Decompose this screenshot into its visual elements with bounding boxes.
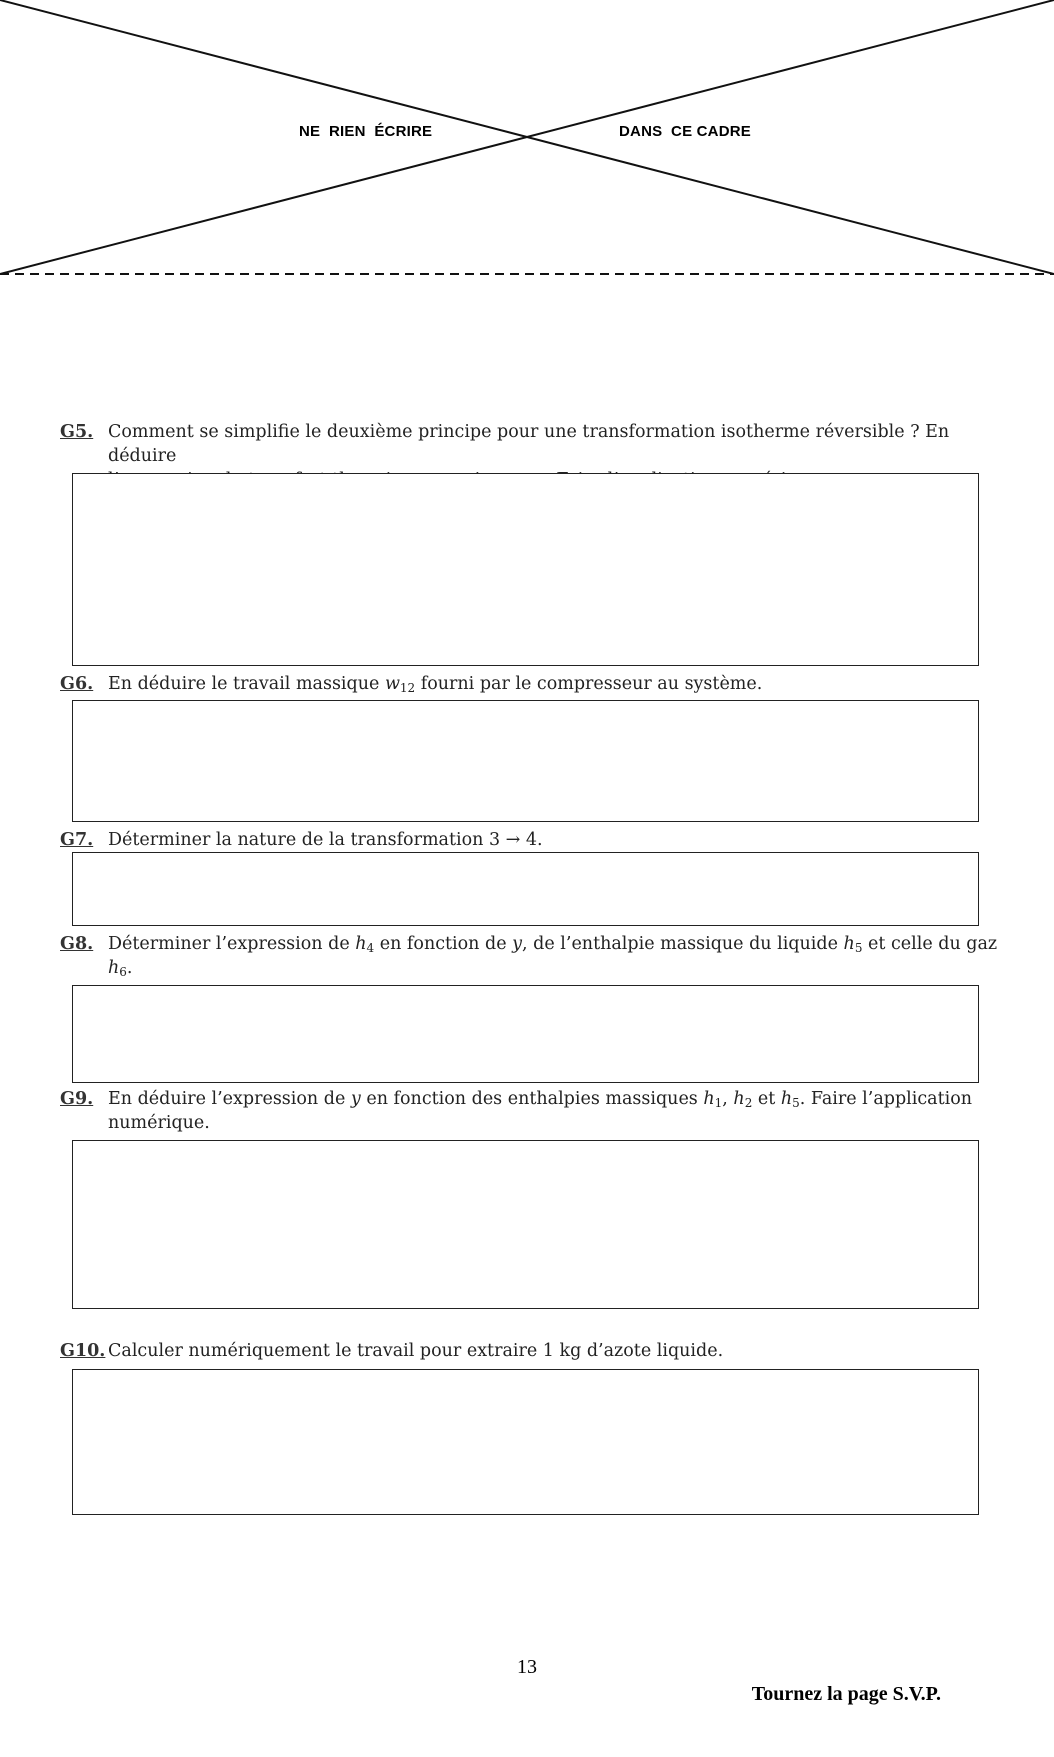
page-number: 13 (517, 1656, 537, 1678)
question-text: Calculer numériquement le travail pour extraire 1 kg d’azote liquide. (108, 1341, 724, 1361)
answer-box-g7[interactable] (72, 852, 979, 926)
question-number: G8. (60, 934, 94, 954)
question-number: G6. (60, 674, 94, 694)
question-number: G7. (60, 830, 94, 850)
question-text: En déduire l’expression de y en fonction des enthalpies massiques $h_1$, $h_2$ et $h_5$. Faire l’application numérique. (108, 1089, 973, 1133)
question-text: En déduire le travail massique $w_{12}$ fourni par le compresseur au système. (108, 674, 763, 695)
question-number: G10. (60, 1341, 106, 1361)
cross-lines (0, 0, 1054, 280)
question-text: Comment se simplifie le deuxième principe pour une transformation isotherme réversible ? En déduire (108, 422, 950, 466)
answer-box-g6[interactable] (72, 700, 979, 822)
question-text: Déterminer l’expression de $h_4$ en fonction de y, de l’enthalpie massique du liquide $h_5$ et celle du gaz $h_6$. (108, 934, 998, 979)
answer-box-g10[interactable] (72, 1369, 979, 1515)
answer-box-g8[interactable] (72, 985, 979, 1083)
question-text: Déterminer la nature de la transformation 3 → 4. (108, 830, 543, 850)
header-right-text: DANS CE CADRE (619, 123, 751, 140)
answer-box-g9[interactable] (72, 1140, 979, 1309)
turn-page-note: Tournez la page S.V.P. (751, 1683, 941, 1705)
answer-box-g5[interactable] (72, 473, 979, 666)
question-number: G5. (60, 422, 94, 442)
question-number: G9. (60, 1089, 94, 1109)
do-not-write-frame (0, 0, 1054, 280)
header-left-text: NE RIEN ÉCRIRE (299, 123, 433, 140)
